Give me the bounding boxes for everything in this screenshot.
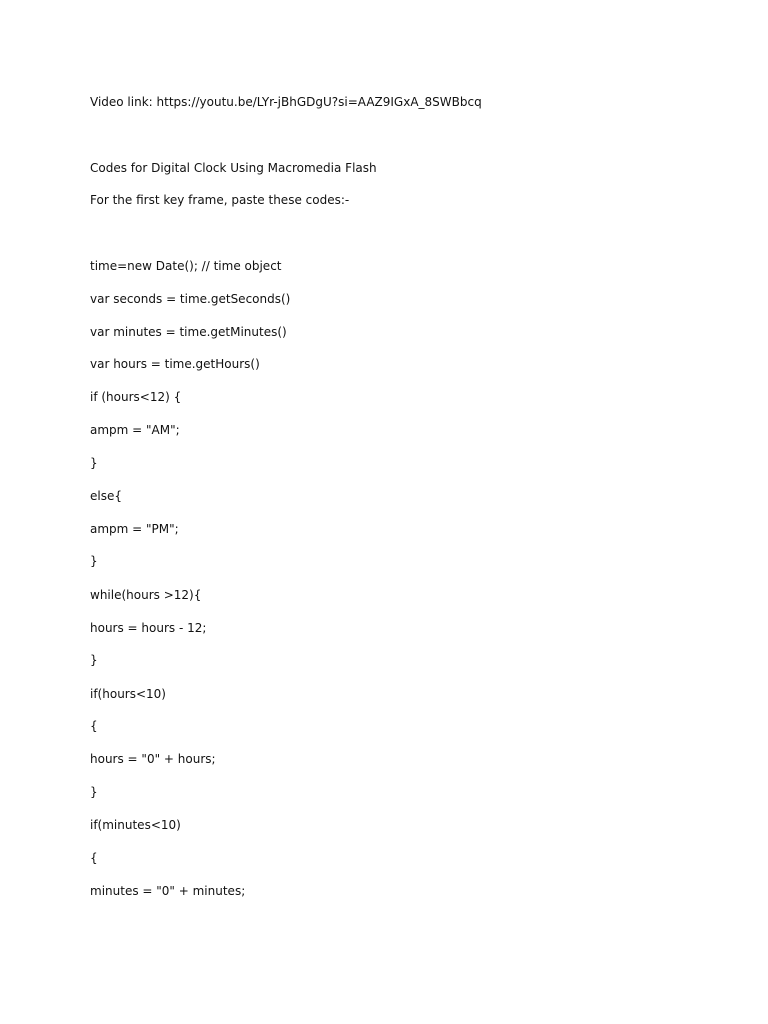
- code-line: var minutes = time.getMinutes(): [90, 325, 287, 339]
- code-line: time=new Date(); // time object: [90, 259, 282, 273]
- code-line: if (hours<12) {: [90, 390, 182, 404]
- code-line: minutes = "0" + minutes;: [90, 884, 246, 898]
- code-line: }: [90, 785, 98, 799]
- video-link-text: Video link: https://youtu.be/LYr-jBhGDgU?si=AAZ9IGxA_8SWBbcq: [90, 95, 482, 109]
- instruction-text: For the first key frame, paste these codes:-: [90, 193, 350, 207]
- code-line: if(minutes<10): [90, 818, 181, 832]
- code-line: var seconds = time.getSeconds(): [90, 292, 291, 306]
- code-line: {: [90, 851, 98, 865]
- code-line: hours = hours - 12;: [90, 621, 207, 635]
- code-line: }: [90, 554, 98, 568]
- code-line: }: [90, 456, 98, 470]
- code-line: if(hours<10): [90, 687, 166, 701]
- code-line: ampm = "AM";: [90, 423, 180, 437]
- code-line: {: [90, 719, 98, 733]
- code-line: var hours = time.getHours(): [90, 357, 260, 371]
- code-line: ampm = "PM";: [90, 522, 179, 536]
- code-line: hours = "0" + hours;: [90, 752, 216, 766]
- code-line: else{: [90, 489, 122, 503]
- code-line: }: [90, 653, 98, 667]
- code-line: while(hours >12){: [90, 588, 202, 602]
- document-heading: Codes for Digital Clock Using Macromedia Flash: [90, 161, 377, 175]
